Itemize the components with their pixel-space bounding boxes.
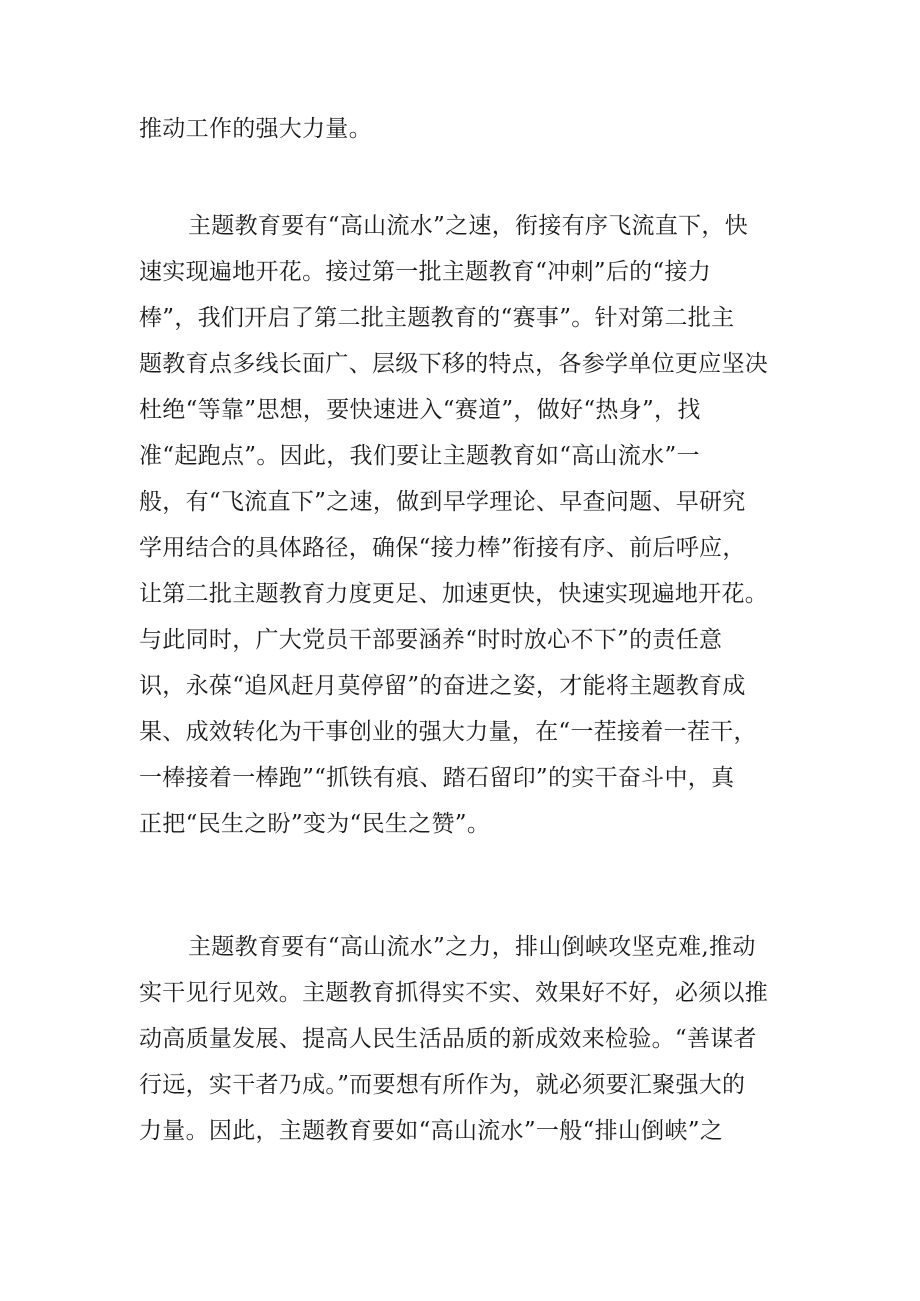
paragraph-3-line-2: 实干见行见效。主题教育抓得实不实、效果好不好，必须以推 (139, 980, 769, 1006)
paragraph-3-line-3: 动高质量发展、提高人民生活品质的新成效来检验。“善谋者 (139, 1026, 757, 1052)
paragraph-2-line-1: 主题教育要有“高山流水”之速，衔接有序飞流直下，快 (188, 213, 749, 239)
paragraph-2-line-4: 题教育点多线长面广、层级下移的特点，各参学单位更应坚决 (139, 351, 769, 377)
paragraph-2-line-9: 让第二批主题教育力度更足、加速更快，快速实现遍地开花。 (139, 581, 769, 607)
paragraph-3-line-4: 行远，实干者乃成。”而要想有所作为，就必须要汇聚强大的 (139, 1072, 746, 1098)
paragraph-2-line-6: 准“起跑点”。因此，我们要让主题教育如“高山流水”一 (139, 443, 700, 469)
paragraph-1-line-1: 推动工作的强大力量。 (139, 116, 372, 142)
paragraph-2-line-10: 与此同时，广大党员干部要涵养“时时放心不下”的责任意 (139, 627, 723, 653)
paragraph-2-line-11: 识，永葆“追风赶月莫停留”的奋进之姿，才能将主题教育成 (139, 673, 746, 699)
paragraph-2-line-2: 速实现遍地开花。接过第一批主题教育“冲刺”后的“接力 (139, 259, 712, 285)
paragraph-2-line-14: 正把“民生之盼”变为“民生之赞”。 (139, 811, 491, 837)
paragraph-3-line-5: 力量。因此，主题教育要如“高山流水”一般“排山倒峡”之 (139, 1118, 724, 1144)
paragraph-2-line-12: 果、成效转化为干事创业的强大力量，在“一茬接着一茬干， (139, 719, 757, 745)
paragraph-2-line-13: 一棒接着一棒跑”“抓铁有痕、踏石留印”的实干奋斗中，真 (139, 765, 735, 791)
paragraph-2-line-5: 杜绝“等靠”思想，要快速进入“赛道”，做好“热身”，找 (139, 397, 701, 423)
paragraph-3-line-1: 主题教育要有“高山流水”之力，排山倒峡攻坚克难,推动 (188, 934, 756, 960)
paragraph-2-line-8: 学用结合的具体路径，确保“接力棒”衔接有序、前后呼应， (139, 535, 746, 561)
paragraph-2-line-3: 棒”，我们开启了第二批主题教育的“赛事”。针对第二批主 (139, 305, 735, 331)
paragraph-2-line-7: 般，有“飞流直下”之速，做到早学理论、早查问题、早研究 (139, 489, 746, 515)
